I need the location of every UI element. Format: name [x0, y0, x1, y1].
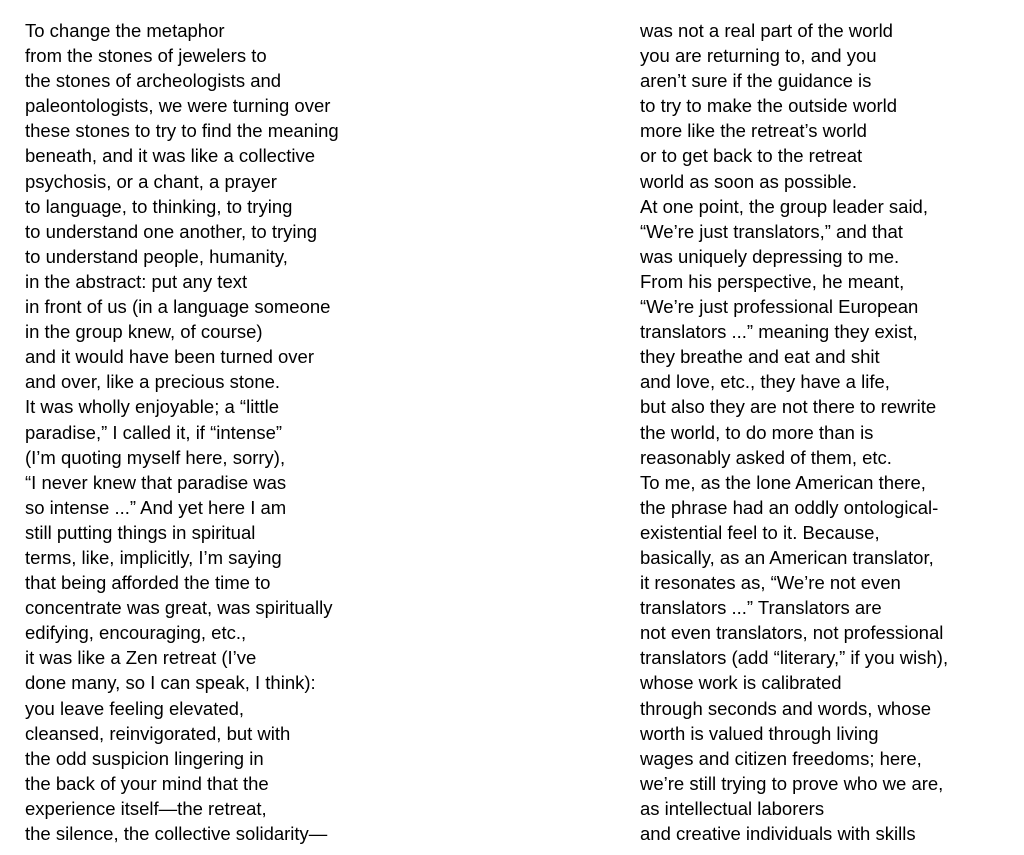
text-line: to language, to thinking, to trying: [25, 195, 293, 217]
text-line: From his perspective, he meant,: [640, 270, 905, 292]
text-line: in the group knew, of course): [25, 321, 263, 343]
text-line: to understand people, humanity,: [25, 245, 288, 267]
text-line: it was like a Zen retreat (I’ve: [25, 647, 257, 669]
text-line: paleontologists, we were turning over: [25, 95, 331, 117]
text-line: worth is valued through living: [640, 722, 879, 744]
text-line: was uniquely depressing to me.: [640, 245, 900, 267]
text-line: “We’re just translators,” and that: [640, 220, 903, 242]
text-line: from the stones of jewelers to: [25, 45, 267, 67]
text-line: terms, like, implicitly, I’m saying: [25, 546, 282, 568]
text-line: in front of us (in a language someone: [25, 296, 331, 318]
text-line: the odd suspicion lingering in: [25, 747, 264, 769]
text-line: and over, like a precious stone.: [25, 371, 281, 393]
text-line: or to get back to the retreat: [640, 145, 863, 167]
text-line: To me, as the lone American there,: [640, 471, 926, 493]
text-line: and it would have been turned over: [25, 346, 315, 368]
text-line: these stones to try to find the meaning: [25, 120, 339, 142]
text-line: so intense ...” And yet here I am: [25, 496, 287, 518]
text-line: It was wholly enjoyable; a “little: [25, 396, 279, 418]
text-line: (I’m quoting myself here, sorry),: [25, 446, 286, 468]
text-line: At one point, the group leader said,: [640, 195, 928, 217]
text-line: to understand one another, to trying: [25, 220, 318, 242]
text-line: cleansed, reinvigorated, but with: [25, 722, 291, 744]
text-line: wages and citizen freedoms; here,: [640, 747, 922, 769]
text-line: basically, as an American translator,: [640, 546, 934, 568]
text-line: edifying, encouraging, etc.,: [25, 622, 247, 644]
text-line: the silence, the collective solidarity—: [25, 823, 328, 844]
text-line: the stones of archeologists and: [25, 70, 282, 92]
text-line: translators ...” Translators are: [640, 597, 882, 619]
text-line: we’re still trying to prove who we are,: [640, 772, 944, 794]
text-line: you leave feeling elevated,: [25, 697, 245, 719]
text-line: was not a real part of the world: [640, 20, 893, 41]
text-line: they breathe and eat and shit: [640, 346, 880, 368]
text-line: “I never knew that paradise was: [25, 471, 287, 493]
text-line: “We’re just professional European: [640, 296, 919, 318]
left-text-column: [25, 18, 339, 846]
text-line: and creative individuals with skills: [640, 823, 916, 844]
text-line: as intellectual laborers: [640, 797, 825, 819]
text-line: the phrase had an oddly ontological-: [640, 496, 939, 518]
text-line: more like the retreat’s world: [640, 120, 867, 142]
text-line: in the abstract: put any text: [25, 270, 248, 292]
text-line: To change the metaphor: [25, 20, 225, 41]
text-line: the back of your mind that the: [25, 772, 269, 794]
text-line: still putting things in spiritual: [25, 521, 256, 543]
text-line: experience itself—the retreat,: [25, 797, 267, 819]
text-line: it resonates as, “We’re not even: [640, 572, 901, 594]
text-line: you are returning to, and you: [640, 45, 877, 67]
text-line: paradise,” I called it, if “intense”: [25, 421, 283, 443]
text-line: not even translators, not professional: [640, 622, 944, 644]
text-line: whose work is calibrated: [640, 672, 842, 694]
text-line: reasonably asked of them, etc.: [640, 446, 892, 468]
text-line: translators (add “literary,” if you wish),: [640, 647, 949, 669]
text-line: psychosis, or a chant, a prayer: [25, 170, 277, 192]
text-line: to try to make the outside world: [640, 95, 898, 117]
text-line: existential feel to it. Because,: [640, 521, 880, 543]
text-line: but also they are not there to rewrite: [640, 396, 937, 418]
text-line: aren’t sure if the guidance is: [640, 70, 872, 92]
text-line: translators ...” meaning they exist,: [640, 321, 918, 343]
text-line: concentrate was great, was spiritually: [25, 597, 333, 619]
text-line: and love, etc., they have a life,: [640, 371, 890, 393]
text-line: world as soon as possible.: [640, 170, 857, 192]
text-line: done many, so I can speak, I think):: [25, 672, 316, 694]
right-text-column: [640, 18, 948, 846]
text-line: the world, to do more than is: [640, 421, 874, 443]
text-line: that being afforded the time to: [25, 572, 271, 594]
text-line: beneath, and it was like a collective: [25, 145, 316, 167]
text-line: through seconds and words, whose: [640, 697, 932, 719]
